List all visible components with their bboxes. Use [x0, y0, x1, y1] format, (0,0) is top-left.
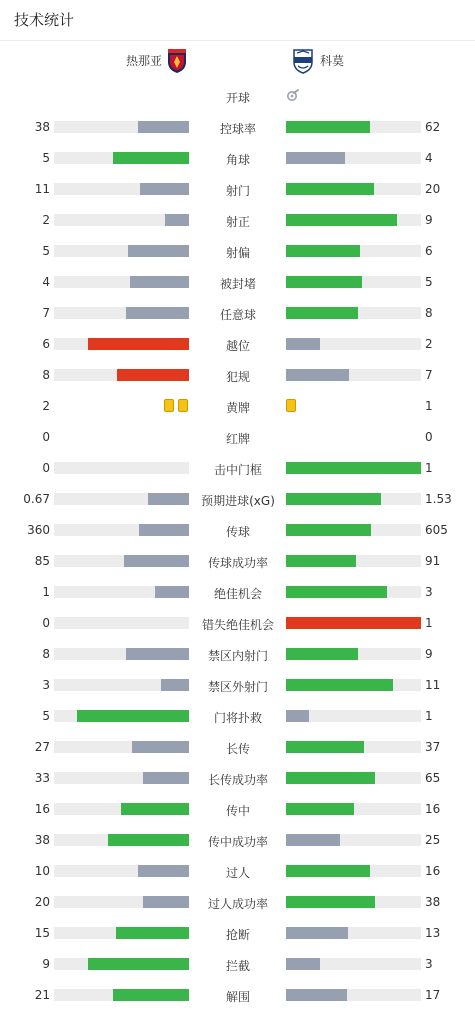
away-value: 3	[425, 585, 433, 599]
teams-header	[0, 44, 475, 78]
home-value: 2	[42, 399, 50, 413]
home-bar-track	[54, 741, 189, 753]
home-bar	[116, 927, 189, 939]
stat-label: 红牌	[225, 432, 250, 446]
home-value: 5	[42, 709, 50, 723]
stat-row	[0, 701, 475, 732]
away-value: 605	[425, 523, 448, 537]
away-bar-track	[286, 462, 421, 474]
away-bar	[286, 152, 345, 164]
home-value: 20	[34, 895, 50, 909]
away-bar	[286, 524, 371, 536]
stat-row	[0, 639, 475, 670]
away-value: 9	[425, 213, 433, 227]
home-value: 27	[34, 740, 50, 754]
away-bar	[286, 555, 356, 567]
home-bar	[140, 183, 189, 195]
away-bar-track	[286, 586, 421, 598]
home-value: 9	[42, 957, 50, 971]
stat-label: 过人成功率	[207, 897, 268, 911]
home-value: 8	[42, 647, 50, 661]
away-value: 0	[425, 430, 433, 444]
home-bar	[126, 307, 189, 319]
home-bar-track	[54, 493, 189, 505]
home-value: 0.67	[23, 492, 50, 506]
away-bar	[286, 307, 358, 319]
home-bar	[113, 152, 189, 164]
kickoff-label: 开球	[225, 91, 250, 105]
away-bar-track	[286, 555, 421, 567]
home-value: 1	[42, 585, 50, 599]
away-bar	[286, 214, 397, 226]
home-value: 85	[34, 554, 50, 568]
stat-label: 射门	[225, 184, 250, 198]
away-bar-track	[286, 834, 421, 846]
home-bar	[148, 493, 189, 505]
home-bar-track	[54, 307, 189, 319]
home-bar-track	[54, 648, 189, 660]
away-value: 62	[425, 120, 441, 134]
away-value: 1	[425, 399, 433, 413]
away-bar-track	[286, 276, 421, 288]
home-bar-track	[54, 834, 189, 846]
away-bar-track	[286, 741, 421, 753]
page-title: 技术统计	[14, 11, 75, 29]
home-bar	[165, 214, 189, 226]
stat-row	[0, 515, 475, 546]
home-bar-track	[54, 152, 189, 164]
stat-row	[0, 794, 475, 825]
away-bar	[286, 276, 362, 288]
away-bar	[286, 121, 370, 133]
home-bar-track	[54, 183, 189, 195]
home-value: 2	[42, 213, 50, 227]
home-bar-track	[54, 989, 189, 1001]
away-bar-track	[286, 493, 421, 505]
home-bar-track	[54, 369, 189, 381]
away-bar	[286, 369, 349, 381]
away-value: 6	[425, 244, 433, 258]
home-bar	[126, 648, 189, 660]
away-value: 4	[425, 151, 433, 165]
stat-row	[0, 887, 475, 918]
kickoff-row	[0, 81, 475, 112]
away-value: 2	[425, 337, 433, 351]
stat-label: 解围	[225, 990, 250, 1004]
away-value: 17	[425, 988, 441, 1002]
away-bar-track	[286, 896, 421, 908]
home-bar	[88, 338, 189, 350]
away-value: 8	[425, 306, 433, 320]
away-bar-track	[286, 679, 421, 691]
home-value: 21	[34, 988, 50, 1002]
away-bar	[286, 772, 375, 784]
stat-row	[0, 298, 475, 329]
away-bar	[286, 989, 347, 1001]
home-bar-track	[54, 896, 189, 908]
stat-label: 黄牌	[225, 401, 250, 415]
stat-label: 击中门框	[213, 463, 262, 477]
away-bar-track	[286, 338, 421, 350]
home-bar-track	[54, 462, 189, 474]
away-value: 20	[425, 182, 441, 196]
stat-label: 长传	[225, 742, 250, 756]
away-value: 38	[425, 895, 441, 909]
away-value: 91	[425, 554, 441, 568]
away-bar-track	[286, 524, 421, 536]
home-bar-track	[54, 958, 189, 970]
away-bar	[286, 462, 421, 474]
stat-row	[0, 112, 475, 143]
away-value: 5	[425, 275, 433, 289]
away-bar	[286, 586, 387, 598]
home-bar	[113, 989, 189, 1001]
stat-label: 禁区内射门	[207, 649, 268, 663]
stat-label: 任意球	[219, 308, 256, 322]
away-value: 65	[425, 771, 441, 785]
away-bar-track	[286, 958, 421, 970]
home-bar	[138, 865, 189, 877]
home-value: 33	[34, 771, 50, 785]
away-bar-track	[286, 183, 421, 195]
away-bar-track	[286, 307, 421, 319]
away-bar-track	[286, 989, 421, 1001]
stat-label: 控球率	[219, 122, 256, 136]
stat-label: 预期进球(xG)	[201, 494, 275, 508]
away-bar-track	[286, 369, 421, 381]
stat-row	[0, 174, 475, 205]
stat-label: 抢断	[225, 928, 250, 942]
away-value: 16	[425, 864, 441, 878]
stat-label: 长传成功率	[207, 773, 268, 787]
home-bar-track	[54, 524, 189, 536]
home-value: 7	[42, 306, 50, 320]
home-bar	[143, 896, 189, 908]
home-bar-track	[54, 617, 189, 629]
stat-row	[0, 267, 475, 298]
away-bar	[286, 927, 348, 939]
stat-label: 过人	[225, 866, 250, 880]
home-value: 38	[34, 833, 50, 847]
away-bar-track	[286, 214, 421, 226]
home-value: 10	[34, 864, 50, 878]
away-bar-track	[286, 152, 421, 164]
home-bar-track	[54, 865, 189, 877]
home-bar	[77, 710, 189, 722]
away-value: 3	[425, 957, 433, 971]
away-value: 1.53	[425, 492, 452, 506]
stat-row	[0, 670, 475, 701]
home-value: 15	[34, 926, 50, 940]
home-bar	[143, 772, 189, 784]
home-value: 5	[42, 244, 50, 258]
stat-label: 被封堵	[219, 277, 256, 291]
stat-label: 射偏	[225, 246, 250, 260]
stat-label: 越位	[225, 339, 250, 353]
home-value: 16	[34, 802, 50, 816]
away-cards	[286, 399, 296, 412]
stat-label: 绝佳机会	[213, 587, 262, 601]
home-bar	[128, 245, 189, 257]
away-value: 16	[425, 802, 441, 816]
home-bar	[117, 369, 189, 381]
home-bar-track	[54, 245, 189, 257]
stat-row	[0, 453, 475, 484]
home-cards	[164, 399, 188, 412]
home-value: 360	[27, 523, 50, 537]
home-value: 0	[42, 616, 50, 630]
genoa-crest-icon	[167, 48, 187, 74]
away-bar	[286, 617, 421, 629]
home-bar-track	[54, 338, 189, 350]
stat-row	[0, 205, 475, 236]
yellow-card-icon	[164, 399, 174, 412]
stat-label: 传中成功率	[207, 835, 268, 849]
home-value: 6	[42, 337, 50, 351]
away-value: 11	[425, 678, 441, 692]
away-bar	[286, 741, 364, 753]
home-bar-track	[54, 803, 189, 815]
away-value: 25	[425, 833, 441, 847]
home-bar	[88, 958, 189, 970]
home-value: 4	[42, 275, 50, 289]
away-value: 37	[425, 740, 441, 754]
home-bar-track	[54, 121, 189, 133]
stat-label: 门将扑救	[213, 711, 262, 725]
home-value: 8	[42, 368, 50, 382]
home-bar-track	[54, 679, 189, 691]
away-bar-track	[286, 245, 421, 257]
away-bar-track	[286, 617, 421, 629]
stat-row	[0, 763, 475, 794]
home-bar	[132, 741, 189, 753]
stat-row	[0, 143, 475, 174]
away-value: 1	[425, 616, 433, 630]
home-bar-track	[54, 214, 189, 226]
stat-label: 禁区外射门	[207, 680, 268, 694]
away-bar	[286, 183, 374, 195]
stat-row	[0, 608, 475, 639]
stat-row	[0, 918, 475, 949]
away-bar	[286, 896, 375, 908]
away-bar	[286, 648, 358, 660]
home-bar-track	[54, 586, 189, 598]
away-value: 1	[425, 709, 433, 723]
away-value: 13	[425, 926, 441, 940]
away-bar-track	[286, 927, 421, 939]
away-value: 1	[425, 461, 433, 475]
stat-label: 错失绝佳机会	[201, 618, 274, 632]
home-value: 0	[42, 430, 50, 444]
stat-row	[0, 856, 475, 887]
home-team-name: 热那亚	[126, 54, 163, 68]
away-bar	[286, 338, 320, 350]
stat-row	[0, 360, 475, 391]
home-value: 3	[42, 678, 50, 692]
away-bar-track	[286, 648, 421, 660]
home-bar	[138, 121, 189, 133]
stat-label: 传球成功率	[207, 556, 268, 570]
home-bar-track	[54, 555, 189, 567]
stat-row	[0, 980, 475, 1011]
stat-label: 犯规	[225, 370, 250, 384]
away-bar	[286, 493, 381, 505]
away-team-name: 科莫	[320, 54, 345, 68]
away-bar	[286, 710, 309, 722]
stat-label: 角球	[225, 153, 250, 167]
stat-row	[0, 422, 475, 453]
stat-row	[0, 484, 475, 515]
away-bar	[286, 245, 360, 257]
stat-row	[0, 577, 475, 608]
home-bar	[130, 276, 189, 288]
away-bar-track	[286, 710, 421, 722]
away-bar-track	[286, 803, 421, 815]
away-bar	[286, 958, 320, 970]
away-bar	[286, 803, 354, 815]
away-value: 7	[425, 368, 433, 382]
kickoff-whistle-icon	[286, 88, 300, 102]
stats-list	[0, 81, 475, 1011]
home-bar-track	[54, 772, 189, 784]
como-crest-icon	[291, 48, 315, 74]
yellow-card-icon	[286, 399, 296, 412]
home-value: 11	[34, 182, 50, 196]
home-bar-track	[54, 276, 189, 288]
stat-row	[0, 236, 475, 267]
home-bar	[161, 679, 189, 691]
away-bar-track	[286, 121, 421, 133]
stat-row	[0, 825, 475, 856]
away-bar	[286, 865, 370, 877]
away-bar	[286, 834, 340, 846]
away-bar	[286, 679, 393, 691]
away-bar-track	[286, 772, 421, 784]
stat-row	[0, 329, 475, 360]
home-bar	[139, 524, 189, 536]
away-bar-track	[286, 865, 421, 877]
away-value: 9	[425, 647, 433, 661]
title-divider	[0, 40, 475, 41]
stat-label: 传中	[225, 804, 250, 818]
stat-label: 射正	[225, 215, 250, 229]
home-bar	[124, 555, 189, 567]
stat-label: 传球	[225, 525, 250, 539]
home-bar-track	[54, 927, 189, 939]
home-value: 38	[34, 120, 50, 134]
stat-row	[0, 732, 475, 763]
stat-row	[0, 949, 475, 980]
home-bar	[155, 586, 189, 598]
stat-row	[0, 546, 475, 577]
stat-row	[0, 391, 475, 422]
home-bar-track	[54, 710, 189, 722]
home-bar	[108, 834, 189, 846]
home-value: 5	[42, 151, 50, 165]
home-value: 0	[42, 461, 50, 475]
home-bar	[121, 803, 189, 815]
yellow-card-icon	[178, 399, 188, 412]
stat-label: 拦截	[225, 959, 250, 973]
